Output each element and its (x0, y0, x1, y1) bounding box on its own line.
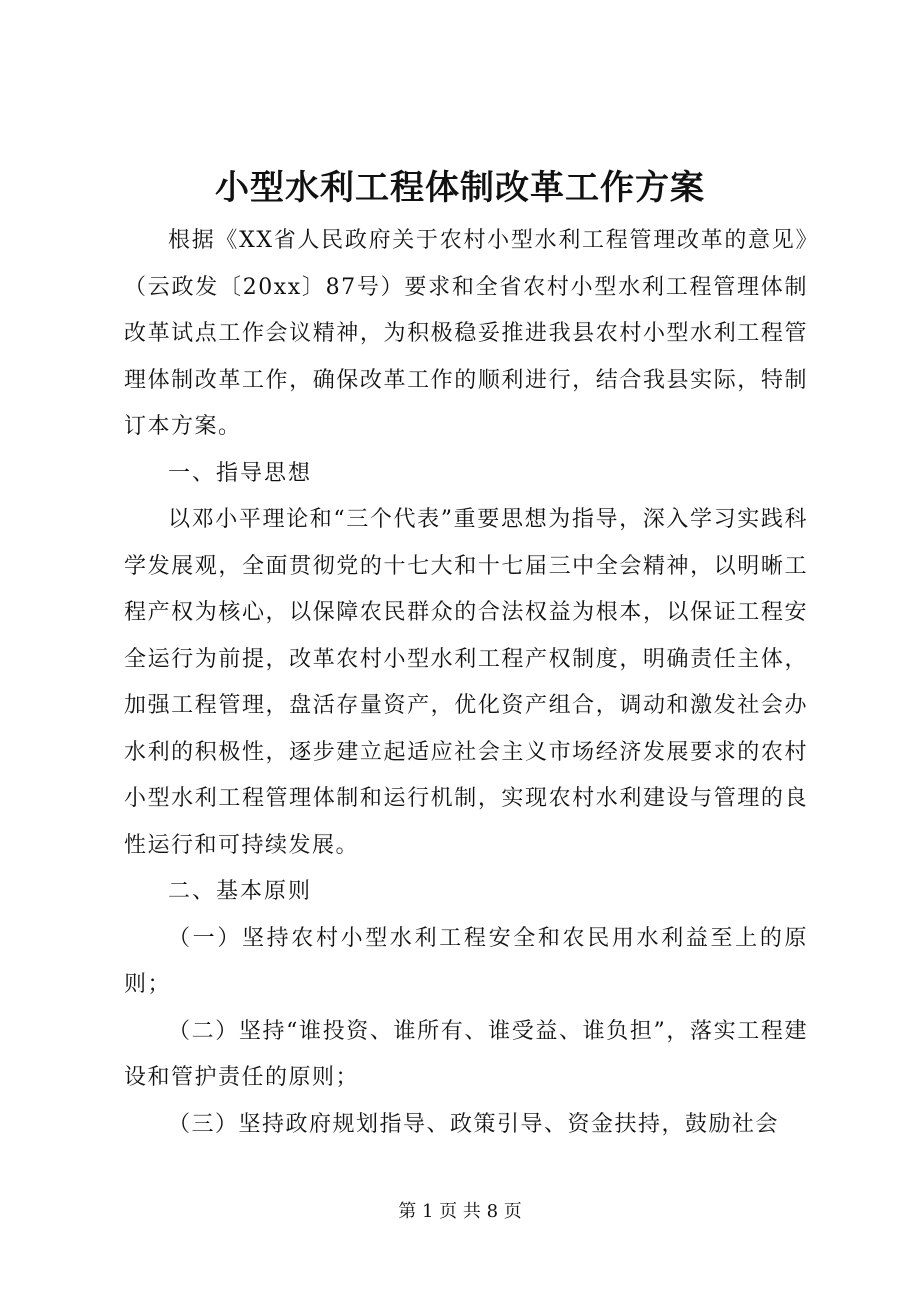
section-heading-guiding-ideology: 一、指导思想 (168, 460, 313, 486)
paragraph-guiding-ideology: 以邓小平理论和“三个代表”重要思想为指导，深入学习实践科学发展观，全面贯彻党的十七大和十七届三中全会精神，以明晰工程产权为核心，以保障农民群众的合法权益为根本，以保证工程安全运行为前提，改革农村小型水利工程产权制度，明确责任主体，加强工程管理，盘活存量资产，优化资产组合，调动和激发社会办水利的积极性，逐步建立起适应社会主义市场经济发展要求的农村小型水利工程管理体制和运行机制，实现农村水利建设与管理的良性运行和可持续发展。 (124, 507, 808, 858)
document-title: 小型水利工程体制改革工作方案 (215, 168, 705, 208)
page-footer: 第 1 页 共 8 页 (398, 1201, 522, 1222)
principle-item-1: （一）坚持农村小型水利工程安全和农民用水利益至上的原则； (124, 925, 808, 997)
principle-item-2: （二）坚持“谁投资、谁所有、谁受益、谁负担”，落实工程建设和管护责任的原则； (124, 1018, 808, 1090)
paragraph-intro: 根据《XX省人民政府关于农村小型水利工程管理改革的意见》（云政发〔20xx〕87号）要求和全省农村小型水利工程管理体制改革试点工作会议精神，为积极稳妥推进我县农村小型水利工程管理体制改革工作，确保改革工作的顺利进行，结合我县实际，特制订本方案。 (124, 228, 808, 439)
principle-item-3: （三）坚持政府规划指导、政策引导、资金扶持，鼓励社会 (168, 1111, 780, 1137)
document-body (124, 218, 808, 1148)
section-heading-basic-principles: 二、基本原则 (168, 879, 313, 904)
